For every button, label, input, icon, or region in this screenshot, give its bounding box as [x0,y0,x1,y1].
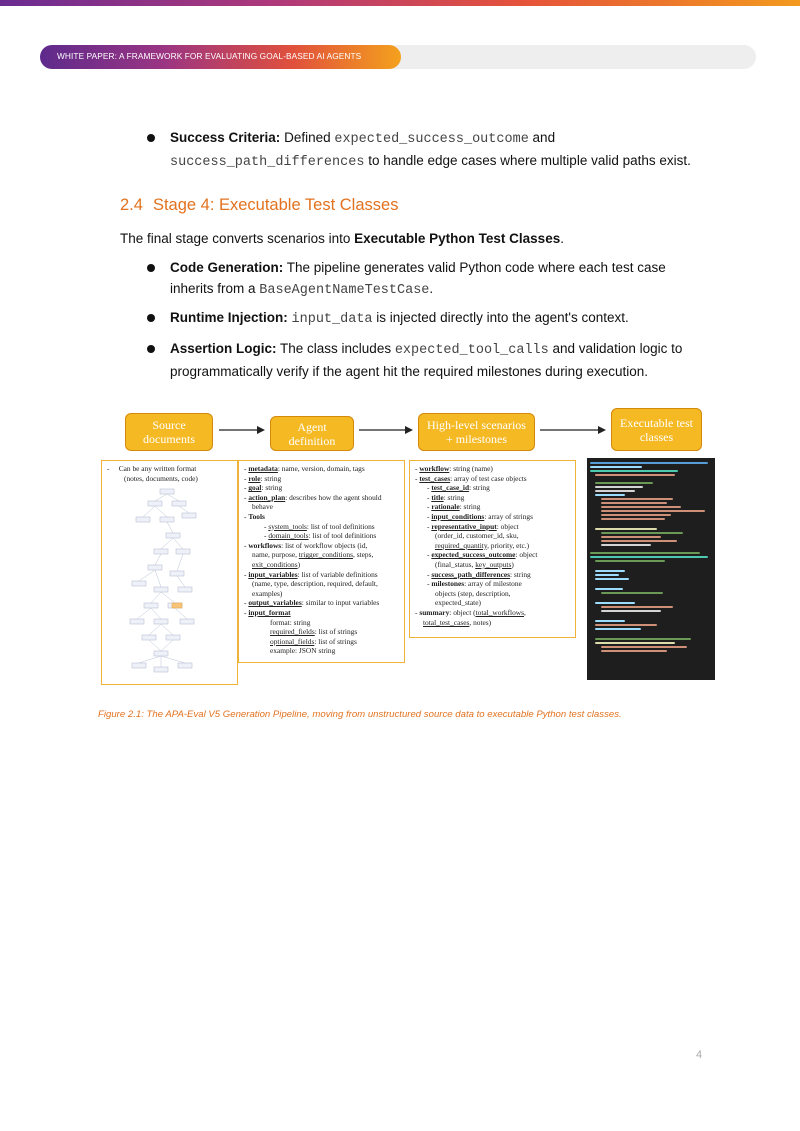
bold-span: workflows [248,540,282,550]
text-span: , [524,607,526,617]
code-line [595,578,629,580]
panel-row [244,550,399,560]
text-span: : array of test case objects [450,473,527,483]
code-line [601,592,663,594]
code-line [595,574,619,576]
code-line [601,514,671,516]
panel-row: - metadata: name, version, domain, tags [244,464,365,473]
panel-row: examples) [252,588,283,598]
bold-span: metadata [248,464,278,473]
underlined-span: total_test_cases [423,617,470,627]
panel-row: expected_state) [435,598,481,608]
underlined-span: system_tools [268,521,307,531]
bold-span: output_variables [248,598,302,608]
bold-span: test_cases [419,473,451,483]
success-criteria-label: Success Criteria: [170,130,281,145]
code-line [601,506,681,508]
text-span: : string [510,569,531,579]
code-line [590,470,678,472]
code-line [595,474,675,476]
text-span: Can be any written format [118,464,197,473]
code-success-path-differences: success_path_differences [170,155,365,170]
stage-executable-test-classes [611,408,702,451]
code-expected-tool-calls: expected_tool_calls [394,343,549,358]
header-banner-text: WHITE PAPER: A FRAMEWORK FOR EVALUATING GOAL-BASED AI AGENTS [57,51,362,61]
bullet-dot [147,345,155,353]
panel-row [244,627,399,637]
stage-scenarios-milestones [418,413,535,451]
bullet-dot [147,134,155,142]
text-span: : list of tool definitions [306,521,375,531]
text-span: : array of milestone [464,579,522,589]
text-span: : array of strings [484,511,533,521]
panel-row: (notes, documents, code) [124,473,198,483]
text-span: : string [260,473,282,483]
text-span: : object ( [449,607,476,617]
text-span: , priority, etc.) [487,540,530,550]
code-line [590,462,708,464]
intro-paragraph [120,228,564,249]
panel-row: - expected_success_outcome: object [427,550,538,560]
stage-agent-definition [270,416,354,451]
code-line [595,628,641,630]
text-span: , steps, [353,550,374,560]
stage-line: High-level scenarios [427,418,526,432]
text-span: The class includes [276,341,395,356]
code-line [595,638,691,640]
panel-row: - goal: string [244,483,283,493]
panel-row: (name, type, description, required, default, [252,579,378,589]
bullet-dot [147,314,155,322]
panel-row: - input_format [244,607,291,617]
panel-row: - Can be any written format [107,464,197,473]
code-line [601,502,667,504]
stage-line: Executable test [620,415,693,430]
bold-span: action_plan [248,492,286,502]
code-line [595,486,643,488]
panel-row: (order_id, customer_id, sku, [435,531,519,541]
underlined-span: required_fields [270,627,315,637]
code-line [595,528,657,530]
text-span: . [560,231,564,246]
text-span: inherits from a [170,281,260,296]
code-line [601,606,673,608]
bold-span: role [248,473,261,483]
arrow-right-icon [359,424,413,436]
code-input-data: input_data [291,312,373,327]
panel-row: - summary: object (total_workflows, [415,607,526,617]
text-span: ) [297,559,301,569]
section-title: Stage 4: Executable Test Classes [152,196,399,214]
text-span: : string [469,483,490,493]
stage-source-documents [125,413,213,451]
arrow-right-icon [540,424,606,436]
code-generation-item [170,257,740,301]
panel-row: objects (step, description, [435,588,511,598]
underlined-span: trigger_conditions [298,550,353,560]
bold-span: test_case_id [431,483,470,493]
panel-row: - input_conditions: array of strings [427,511,533,521]
bold-span: representative_input [431,521,497,531]
code-line [595,602,635,604]
section-number: 2.4 [120,196,143,214]
text-span: and validation logic to [548,341,683,356]
panel-row: - workflow: string (name) [415,464,493,473]
underlined-span: exit_conditions [252,559,298,569]
panel-row: - rationale: string [427,502,481,512]
bold-span: input_format [248,607,291,617]
code-base-agent-test-case: BaseAgentNameTestCase [259,283,430,298]
code-line [595,560,665,562]
text-span: is injected directly into the agent's context. [372,310,629,325]
text-span: : string [261,483,283,493]
code-expected-success-outcome: expected_success_outcome [334,132,529,147]
code-line [595,494,625,496]
underlined-span: key_outputs [475,559,512,569]
runtime-injection-item [170,307,740,330]
text-span: : name, version, domain, tags [277,464,365,473]
code-line [601,518,665,520]
underlined-span: domain_tools [268,531,309,541]
panel-row [415,618,570,628]
code-generation-label: Code Generation: [170,260,284,275]
panel-row: - output_variables: similar to input variables [244,598,380,608]
bold-span: summary [419,607,450,617]
code-line [595,624,657,626]
panel-row: example: JSON string [270,646,336,656]
stage-line: definition [288,433,336,448]
code-line [601,536,661,538]
assertion-logic-label: Assertion Logic: [170,341,277,356]
stage-line: classes [639,429,674,444]
text-span: . [429,281,434,296]
agent-definition-panel [238,460,405,663]
bold-span: Tools [248,511,265,521]
text-span: : string [443,492,465,502]
panel-row: - role: string [244,473,282,483]
stage-line: Agent [297,419,327,434]
figure-caption: Figure 2.1: The APA-Eval V5 Generation Pipeline, moving from unstructured source data to executable Python test classes. [98,709,622,720]
panel-row [415,560,570,570]
panel-row: behave [252,502,273,512]
bold-span: goal [248,483,262,493]
runtime-injection-label: Runtime Injection: [170,310,288,325]
panel-row: - test_case_id: string [427,483,490,493]
page-number: 4 [696,1049,703,1061]
text-span: The final stage converts scenarios into [120,231,355,246]
text-span: : list of strings [314,627,358,637]
text-span: : string (name) [449,464,493,473]
bold-span: Executable Python Test Classes [354,231,561,246]
text-span: to handle edge cases where multiple valid paths exist. [364,153,691,168]
code-line [595,642,675,644]
panel-row: - workflows: list of workflow objects (id, [244,540,368,550]
underlined-span: total_workflows [475,607,525,617]
code-line [601,544,651,546]
bold-span: workflow [419,464,450,473]
section-heading [120,196,398,215]
code-line [595,490,635,492]
text-span: : object [496,521,519,531]
code-line [595,570,625,572]
text-span: : list of tool definitions [308,531,377,541]
code-line [590,466,642,468]
code-line [601,650,667,652]
panel-row [244,560,399,570]
text-span: ) [511,559,514,569]
code-line [590,556,708,558]
pipeline-diagram [93,405,725,680]
flowchart-thumbnail [124,487,214,682]
top-accent-bar [0,0,800,6]
bold-span: expected_success_outcome [431,550,516,560]
text-span: , notes) [469,617,492,627]
code-line [595,482,653,484]
panel-row [244,637,399,647]
code-line [601,498,673,500]
panel-row: - system_tools: list of tool definitions [264,521,375,531]
bold-span: title [431,492,444,502]
text-span: : object [515,550,538,560]
code-line [601,510,705,512]
code-line [595,588,623,590]
code-line [601,646,687,648]
panel-row: - representative_input: object [427,521,519,531]
text-span: : describes how the agent should [285,492,382,502]
code-screenshot-thumbnail [587,458,715,680]
bullet-dot [147,264,155,272]
text-span: : list of workflow objects (id, [281,540,368,550]
text-span: and [528,130,556,145]
text-span: programmatically verify if the agent hit the required milestones during execution. [170,364,648,379]
bold-span: input_variables [248,569,298,579]
scenarios-panel [409,460,576,638]
panel-row: - success_path_differences: string [427,569,531,579]
bold-span: success_path_differences [431,569,511,579]
bold-span: milestones [431,579,465,589]
panel-row: - input_variables: list of variable definitions [244,569,378,579]
code-line [601,610,661,612]
assertion-logic-item [170,338,740,382]
success-criteria-item [170,127,740,173]
code-line [601,540,677,542]
panel-row: - domain_tools: list of tool definitions [264,531,377,541]
stage-line: documents [143,432,195,446]
panel-row: format: string [270,617,311,627]
panel-row: - Tools [244,511,265,521]
panel-row: - milestones: array of milestone [427,579,522,589]
text-span: name, purpose, [252,550,299,560]
text-span: : string [459,502,481,512]
underlined-span: optional_fields [270,636,315,646]
panel-row: - title: string [427,492,465,502]
underlined-span: required_quantity [435,540,488,550]
source-documents-panel [101,460,238,685]
code-line [595,620,625,622]
code-line [590,552,700,554]
code-line [601,532,683,534]
bold-span: input_conditions [431,511,485,521]
text-span: The pipeline generates valid Python code where each test case [283,260,666,275]
stage-line: Source [152,418,186,432]
stage-line: + milestones [445,432,508,446]
panel-row [415,541,570,551]
text-span: Defined [280,130,335,145]
panel-row: - action_plan: describes how the agent should [244,492,382,502]
arrow-right-icon [219,424,265,436]
text-span: (final_status, [435,559,476,569]
bold-span: rationale [431,502,460,512]
text-span: : list of variable definitions [297,569,378,579]
panel-row: - test_cases: array of test case objects [415,473,527,483]
text-span: : similar to input variables [301,598,380,608]
text-span: : list of strings [314,636,357,646]
